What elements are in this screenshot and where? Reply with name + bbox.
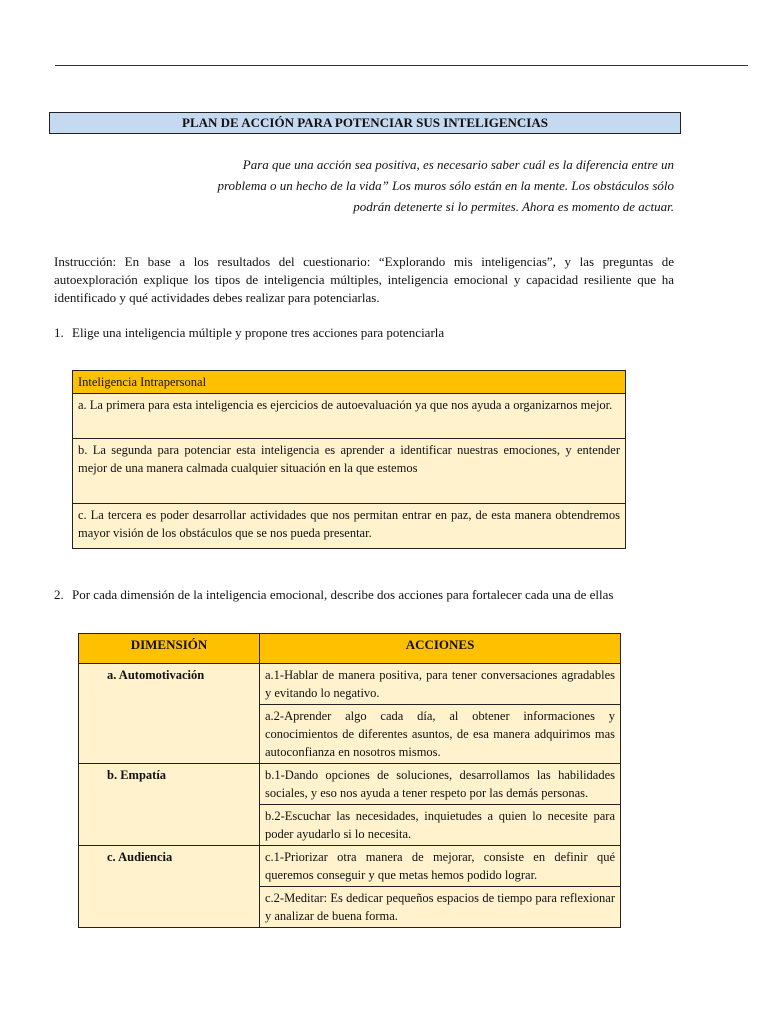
column-header-dimension: DIMENSIÓN	[79, 634, 260, 664]
dimension-empatia: b. Empatía	[79, 764, 260, 846]
intro-quote	[130, 154, 674, 217]
intelligence-table-header: Inteligencia Intrapersonal	[73, 371, 626, 394]
quote-line: problema o un hecho de la vida” Los muros sólo están en la mente. Los obstáculos sólo	[217, 178, 674, 193]
question-1	[54, 324, 674, 342]
question-text: Por cada dimensión de la inteligencia emocional, describe dos acciones para fortalecer cada una de ellas	[72, 587, 614, 602]
question-text: Elige una inteligencia múltiple y propone tres acciones para potenciarla	[72, 325, 445, 340]
intelligence-action-a: a. La primera para esta inteligencia es ejercicios de autoevaluación ya que nos ayuda a organizarnos mejor.	[73, 394, 626, 439]
page-title: PLAN DE ACCIÓN PARA POTENCIAR SUS INTELIGENCIAS	[49, 112, 681, 134]
intelligence-table	[72, 370, 626, 549]
column-header-actions: ACCIONES	[260, 634, 621, 664]
question-number: 1.	[54, 325, 64, 340]
action-c1: c.1-Priorizar otra manera de mejorar, consiste en definir qué queremos conseguir y que metas hemos podido lograr.	[260, 846, 621, 887]
question-2	[54, 586, 676, 604]
intelligence-action-b: b. La segunda para potenciar esta inteligencia es aprender a identificar nuestras emociones, y entender mejor de una manera calmada cualquier situación en la que estemos	[73, 439, 626, 504]
header-rule	[55, 65, 748, 66]
action-b1: b.1-Dando opciones de soluciones, desarrollamos las habilidades sociales, y eso nos ayuda a tener respeto por las demás personas.	[260, 764, 621, 805]
instruction-paragraph: Instrucción: En base a los resultados del cuestionario: “Explorando mis inteligencias”, y las preguntas de autoexploración explique los tipos de inteligencia múltiples, inteligencia emocional y capacidad resiliente que ha identificado y qué actividades debes realizar para potenciarlas.	[54, 254, 674, 305]
action-a1: a.1-Hablar de manera positiva, para tener conversaciones agradables y evitando lo negativo.	[260, 664, 621, 705]
action-b2: b.2-Escuchar las necesidades, inquietudes a quien lo necesite para poder ayudarlo si lo necesita.	[260, 805, 621, 846]
action-a2: a.2-Aprender algo cada día, al obtener informaciones y conocimientos de diferentes asuntos, de esa manera adquirimos mas autoconfianza en nosotros mismos.	[260, 705, 621, 764]
question-number: 2.	[54, 587, 64, 602]
dimension-audiencia: c. Audiencia	[79, 846, 260, 928]
dimension-automotivacion: a. Automotivación	[79, 664, 260, 764]
intelligence-action-c: c. La tercera es poder desarrollar actividades que nos permitan entrar en paz, de esta manera obtendremos mayor visión de los obstáculos que se nos pueda presentar.	[73, 504, 626, 549]
emotional-dimensions-table	[78, 633, 621, 928]
action-c2: c.2-Meditar: Es dedicar pequeños espacios de tiempo para reflexionar y analizar de buena forma.	[260, 887, 621, 928]
quote-line: Para que una acción sea positiva, es necesario saber cuál es la diferencia entre un	[242, 157, 674, 172]
quote-line: podrán detenerte si lo permites. Ahora es momento de actuar.	[353, 199, 674, 214]
